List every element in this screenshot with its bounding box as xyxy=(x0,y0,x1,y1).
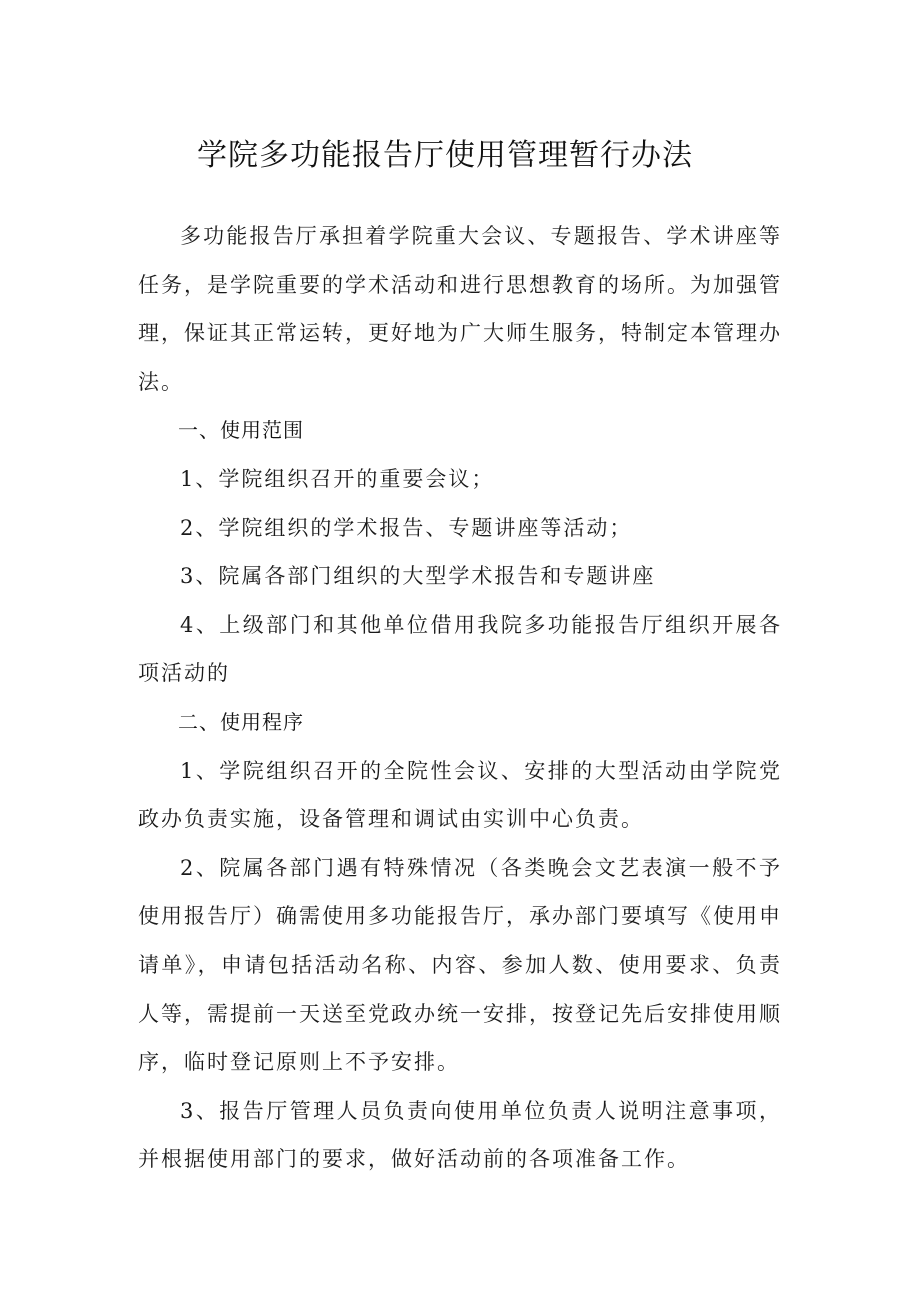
procedure-item-3: 3、报告厅管理人员负责向使用单位负责人说明注意事项，并根据使用部门的要求，做好活动前的各项准备工作。 xyxy=(138,1098,782,1172)
document-body xyxy=(138,212,782,1184)
document-title: 学院多功能报告厅使用管理暂行办法 xyxy=(197,138,693,173)
scope-item-2: 2、学院组织的学术报告、专题讲座等活动； xyxy=(180,515,633,540)
procedure-item-2: 2、院属各部门遇有特殊情况（各类晚会文艺表演一般不予使用报告厅）确需使用多功能报告厅，承办部门要填写《使用申请单》，申请包括活动名称、内容、参加人数、使用要求、负责人等，需提前一天送至党政办统一安排，按登记先后安排使用顺序，临时登记原则上不予安排。 xyxy=(138,855,782,1075)
procedure-item-1: 1、学院组织召开的全院性会议、安排的大型活动由学院党政办负责实施，设备管理和调试由实训中心负责。 xyxy=(138,758,782,832)
intro-paragraph: 多功能报告厅承担着学院重大会议、专题报告、学术讲座等任务，是学院重要的学术活动和进行思想教育的场所。为加强管理，保证其正常运转，更好地为广大师生服务，特制定本管理办法。 xyxy=(138,224,782,394)
scope-item-1: 1、学院组织召开的重要会议； xyxy=(180,466,495,491)
section-heading-procedure: 二、使用程序 xyxy=(178,709,304,734)
section-heading-scope: 一、使用范围 xyxy=(178,418,304,443)
scope-item-4: 4、上级部门和其他单位借用我院多功能报告厅组织开展各项活动的 xyxy=(138,612,782,686)
scope-item-3: 3、院属各部门组织的大型学术报告和专题讲座 xyxy=(180,564,656,589)
